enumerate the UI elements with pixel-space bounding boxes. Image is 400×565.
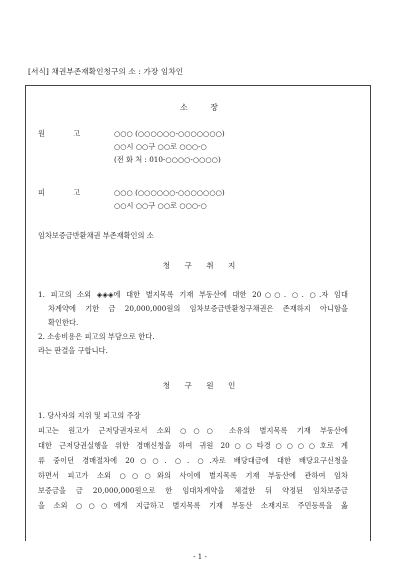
cause-line: 피고는 원고가 근저당권자로서 소외 ○○○ 소유의 별지목록 기재 부동산에	[38, 426, 348, 435]
plaintiff-phone: (전 화 처 : 010-○○○○-○○○○)	[114, 155, 221, 164]
plaintiff-address: ○○시 ○○구 ○○로 ○○○-○	[114, 142, 207, 151]
claim-line: 1. 피고의 소외 ◈◈◈에 대한 별지목록 기재 부동산에 대한 20○○. ○. ○.자 임대	[38, 290, 348, 299]
case-name: 임차보증금반환채권 부존재확인의 소	[38, 231, 154, 240]
claim-line: 차계약에 기한 금 20,000,000원의 임차보증금반환청구채권은 존재하지 아니함을	[48, 304, 348, 313]
form-caption: [서식] 채권부존재확인청구의 소 : 가장 임차인	[28, 67, 184, 76]
document-title: 소 장	[180, 103, 228, 112]
plaintiff-label: 원 고	[38, 129, 94, 138]
plaintiff-name: ○○○ (○○○○○○-○○○○○○○)	[114, 129, 225, 138]
cause-line: 을 소외 ○○○에게 지급하고 별지목록 기재 부동산 소재지로 주민등록을 옮	[38, 501, 348, 510]
cause-line: 대한 근저당권실행을 위한 경매신청을 하여 귀원 20○○타경○○○○호로 계	[38, 441, 348, 450]
defendant-name: ○○○ (○○○○○○-○○○○○○○)	[114, 188, 225, 197]
defendant-label: 피 고	[38, 188, 94, 197]
claim-heading: 청 구 취 지	[162, 261, 242, 270]
cause-line: 류 중이던 경매절차에 20○○. ○. ○.자로 배당대금에 대한 배당요구신청을	[38, 456, 348, 465]
page-number: - 1 -	[193, 553, 207, 561]
claim-line: 2. 소송비용은 피고의 부담으로 한다.	[38, 332, 155, 341]
claim-line: 라는 판결을 구합니다.	[38, 346, 108, 355]
cause-line: 하면서 피고가 소외 ○○○와의 사이에 별지목록 기재 부동산에 관하여 임차	[38, 471, 348, 480]
claim-line: 확인한다.	[48, 318, 79, 327]
cause-line: 보증금을 금 20,000,000원으로 한 임대차계약을 체결한 뒤 약정된 임차보증금	[38, 486, 348, 495]
cause-heading: 청 구 원 인	[162, 381, 242, 390]
complaint-frame	[25, 85, 371, 541]
cause-subheading: 1. 당사자의 지위 및 피고의 주장	[38, 411, 141, 420]
defendant-address: ○○시 ○○구 ○○로 ○○○-○	[114, 201, 207, 210]
